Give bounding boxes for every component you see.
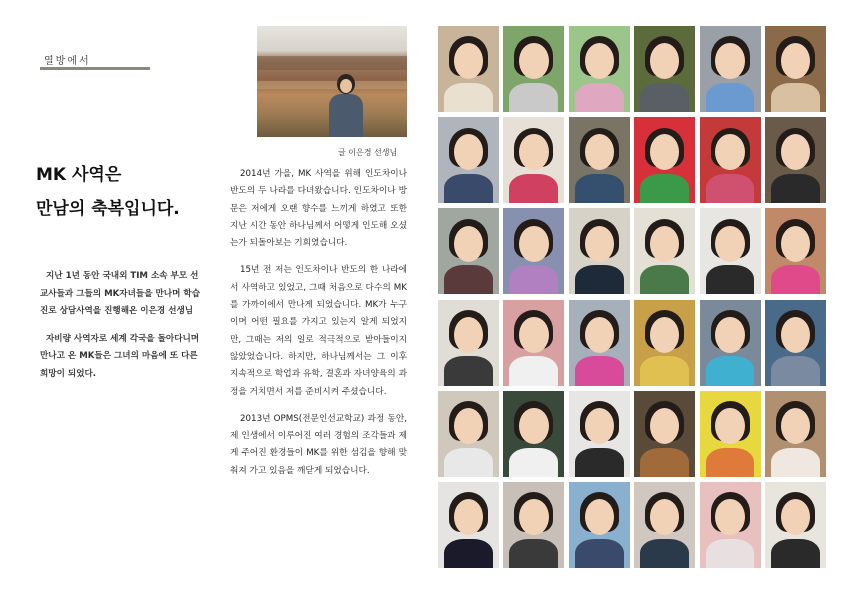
portrait-face	[585, 499, 614, 535]
portrait-face	[781, 408, 810, 444]
canyon-ridge	[257, 56, 407, 70]
child-portrait-icon	[700, 26, 761, 112]
headline-line-1: MK 사역은	[36, 165, 122, 185]
portrait-shirt	[509, 448, 558, 477]
portrait-shirt	[706, 83, 755, 112]
portrait-shirt	[575, 356, 624, 385]
portrait-shirt	[509, 265, 558, 294]
child-portrait-icon	[503, 26, 564, 112]
child-portrait-icon	[634, 117, 695, 203]
mk-photo-grid	[438, 26, 826, 568]
portrait-shirt	[771, 448, 820, 477]
portrait-shirt	[575, 448, 624, 477]
child-portrait-icon	[438, 300, 499, 386]
byline: 글 이은경 선생님	[338, 148, 398, 157]
portrait-shirt	[640, 174, 689, 203]
lede-paragraph-2: 자비량 사역자로 세계 각국을 돌아다니며 만나고 온 MK들은 그녀의 마음에 또 다른 희망이 되었다.	[40, 333, 200, 379]
child-portrait-icon	[503, 391, 564, 477]
portrait-shirt	[640, 83, 689, 112]
child-portrait-icon	[634, 208, 695, 294]
portrait-face	[519, 43, 548, 79]
child-portrait-icon	[438, 391, 499, 477]
portrait-face	[585, 226, 614, 262]
portrait-face	[454, 226, 483, 262]
portrait-shirt	[509, 174, 558, 203]
portrait-shirt	[509, 83, 558, 112]
portrait-face	[781, 499, 810, 535]
child-portrait-icon	[438, 208, 499, 294]
portrait-face	[519, 317, 548, 353]
article-paragraph-2: 15년 전 저는 인도차이나 반도의 한 나라에서 사역하고 있었고, 그때 처음으로 다수의 MK를 가까이에서 만나게 되었습니다. MK가 누구이며 어떤 필요를 가지고 있는지 알게 되었지만, 그때는 저의 일로 적극적으로 받아들이지 않았었습니다. 하지만, 하나님께서는 그 이후 지속적으로 학업과 유학, 결혼과 자녀양육의 과정을 거치면서 저를 준비시켜 주셨습니다.	[230, 265, 407, 397]
portrait-shirt	[575, 83, 624, 112]
child-portrait-icon	[765, 482, 826, 568]
portrait-shirt	[771, 83, 820, 112]
portrait-face	[781, 226, 810, 262]
child-portrait-icon	[438, 26, 499, 112]
portrait-shirt	[575, 265, 624, 294]
portrait-shirt	[444, 356, 493, 385]
lede-paragraph-1: 지난 1년 동안 국내외 TIM 소속 부모 선교사들과 그들의 MK자녀들을 만나며 학습진로 상담사역을 진행해온 이은경 선생님	[40, 271, 201, 316]
child-portrait-icon	[503, 117, 564, 203]
portrait-face	[715, 43, 744, 79]
portrait-shirt	[771, 265, 820, 294]
article-body	[230, 166, 407, 490]
portrait-shirt	[771, 174, 820, 203]
child-portrait-icon	[700, 482, 761, 568]
portrait-shirt	[706, 539, 755, 568]
child-portrait-icon	[569, 117, 630, 203]
author-portrait-icon	[327, 70, 365, 137]
child-portrait-icon	[634, 300, 695, 386]
portrait-face	[519, 134, 548, 170]
portrait-shirt	[706, 448, 755, 477]
portrait-face	[454, 408, 483, 444]
portrait-shirt	[640, 356, 689, 385]
child-portrait-icon	[634, 482, 695, 568]
child-portrait-icon	[438, 482, 499, 568]
headline	[36, 158, 236, 226]
child-portrait-icon	[569, 300, 630, 386]
child-portrait-icon	[700, 117, 761, 203]
article-paragraph-3: 2013년 OPMS(전문인선교학교) 과정 동안, 제 인생에서 이루어진 여러 경험의 조각들과 제게 주어진 환경들이 MK를 위한 섬김을 향해 맞춰져 가고 있음을 깨닫게 되었습니다.	[230, 413, 407, 476]
child-portrait-icon	[503, 300, 564, 386]
portrait-shirt	[771, 539, 820, 568]
child-portrait-icon	[700, 300, 761, 386]
portrait-face	[715, 134, 744, 170]
portrait-face	[585, 43, 614, 79]
portrait-shirt	[444, 448, 493, 477]
portrait-shirt	[509, 356, 558, 385]
portrait-shirt	[509, 539, 558, 568]
child-portrait-icon	[700, 208, 761, 294]
section-divider	[40, 67, 150, 70]
portrait-shirt	[444, 83, 493, 112]
headline-line-2: 만남의 축복입니다.	[36, 199, 180, 219]
portrait-face	[715, 226, 744, 262]
child-portrait-icon	[765, 208, 826, 294]
child-portrait-icon	[634, 391, 695, 477]
portrait-shirt	[706, 174, 755, 203]
section-label: 열방에서	[44, 56, 91, 67]
child-portrait-icon	[569, 208, 630, 294]
portrait-shirt	[771, 356, 820, 385]
child-portrait-icon	[634, 26, 695, 112]
portrait-face	[519, 499, 548, 535]
lede	[40, 268, 200, 393]
portrait-shirt	[640, 539, 689, 568]
child-portrait-icon	[503, 208, 564, 294]
child-portrait-icon	[765, 391, 826, 477]
portrait-shirt	[444, 174, 493, 203]
author-body	[329, 94, 363, 137]
portrait-shirt	[706, 356, 755, 385]
child-portrait-icon	[438, 117, 499, 203]
portrait-shirt	[640, 448, 689, 477]
portrait-shirt	[706, 265, 755, 294]
portrait-face	[715, 499, 744, 535]
child-portrait-icon	[569, 391, 630, 477]
child-portrait-icon	[765, 26, 826, 112]
portrait-face	[585, 317, 614, 353]
portrait-face	[519, 226, 548, 262]
author-photo	[257, 26, 407, 137]
portrait-face	[650, 317, 679, 353]
portrait-face	[585, 408, 614, 444]
child-portrait-icon	[700, 391, 761, 477]
portrait-face	[715, 317, 744, 353]
portrait-shirt	[444, 265, 493, 294]
child-portrait-icon	[569, 26, 630, 112]
author-face	[340, 79, 352, 93]
portrait-shirt	[444, 539, 493, 568]
child-portrait-icon	[569, 482, 630, 568]
portrait-face	[519, 408, 548, 444]
article-paragraph-1: 2014년 가을, MK 사역을 위해 인도차이나 반도의 두 나라를 다녀왔습니다. 인도차이나 방문은 저에게 오랜 향수를 느끼게 하였고 또한 지난 시간 동안 하나님께서 어떻게 인도해 오셨는가 되돌아보는 기회였습니다.	[230, 169, 407, 249]
portrait-shirt	[640, 265, 689, 294]
portrait-shirt	[575, 539, 624, 568]
portrait-face	[454, 317, 483, 353]
portrait-shirt	[575, 174, 624, 203]
portrait-face	[650, 226, 679, 262]
portrait-face	[781, 317, 810, 353]
child-portrait-icon	[765, 117, 826, 203]
portrait-face	[715, 408, 744, 444]
child-portrait-icon	[765, 300, 826, 386]
child-portrait-icon	[503, 482, 564, 568]
